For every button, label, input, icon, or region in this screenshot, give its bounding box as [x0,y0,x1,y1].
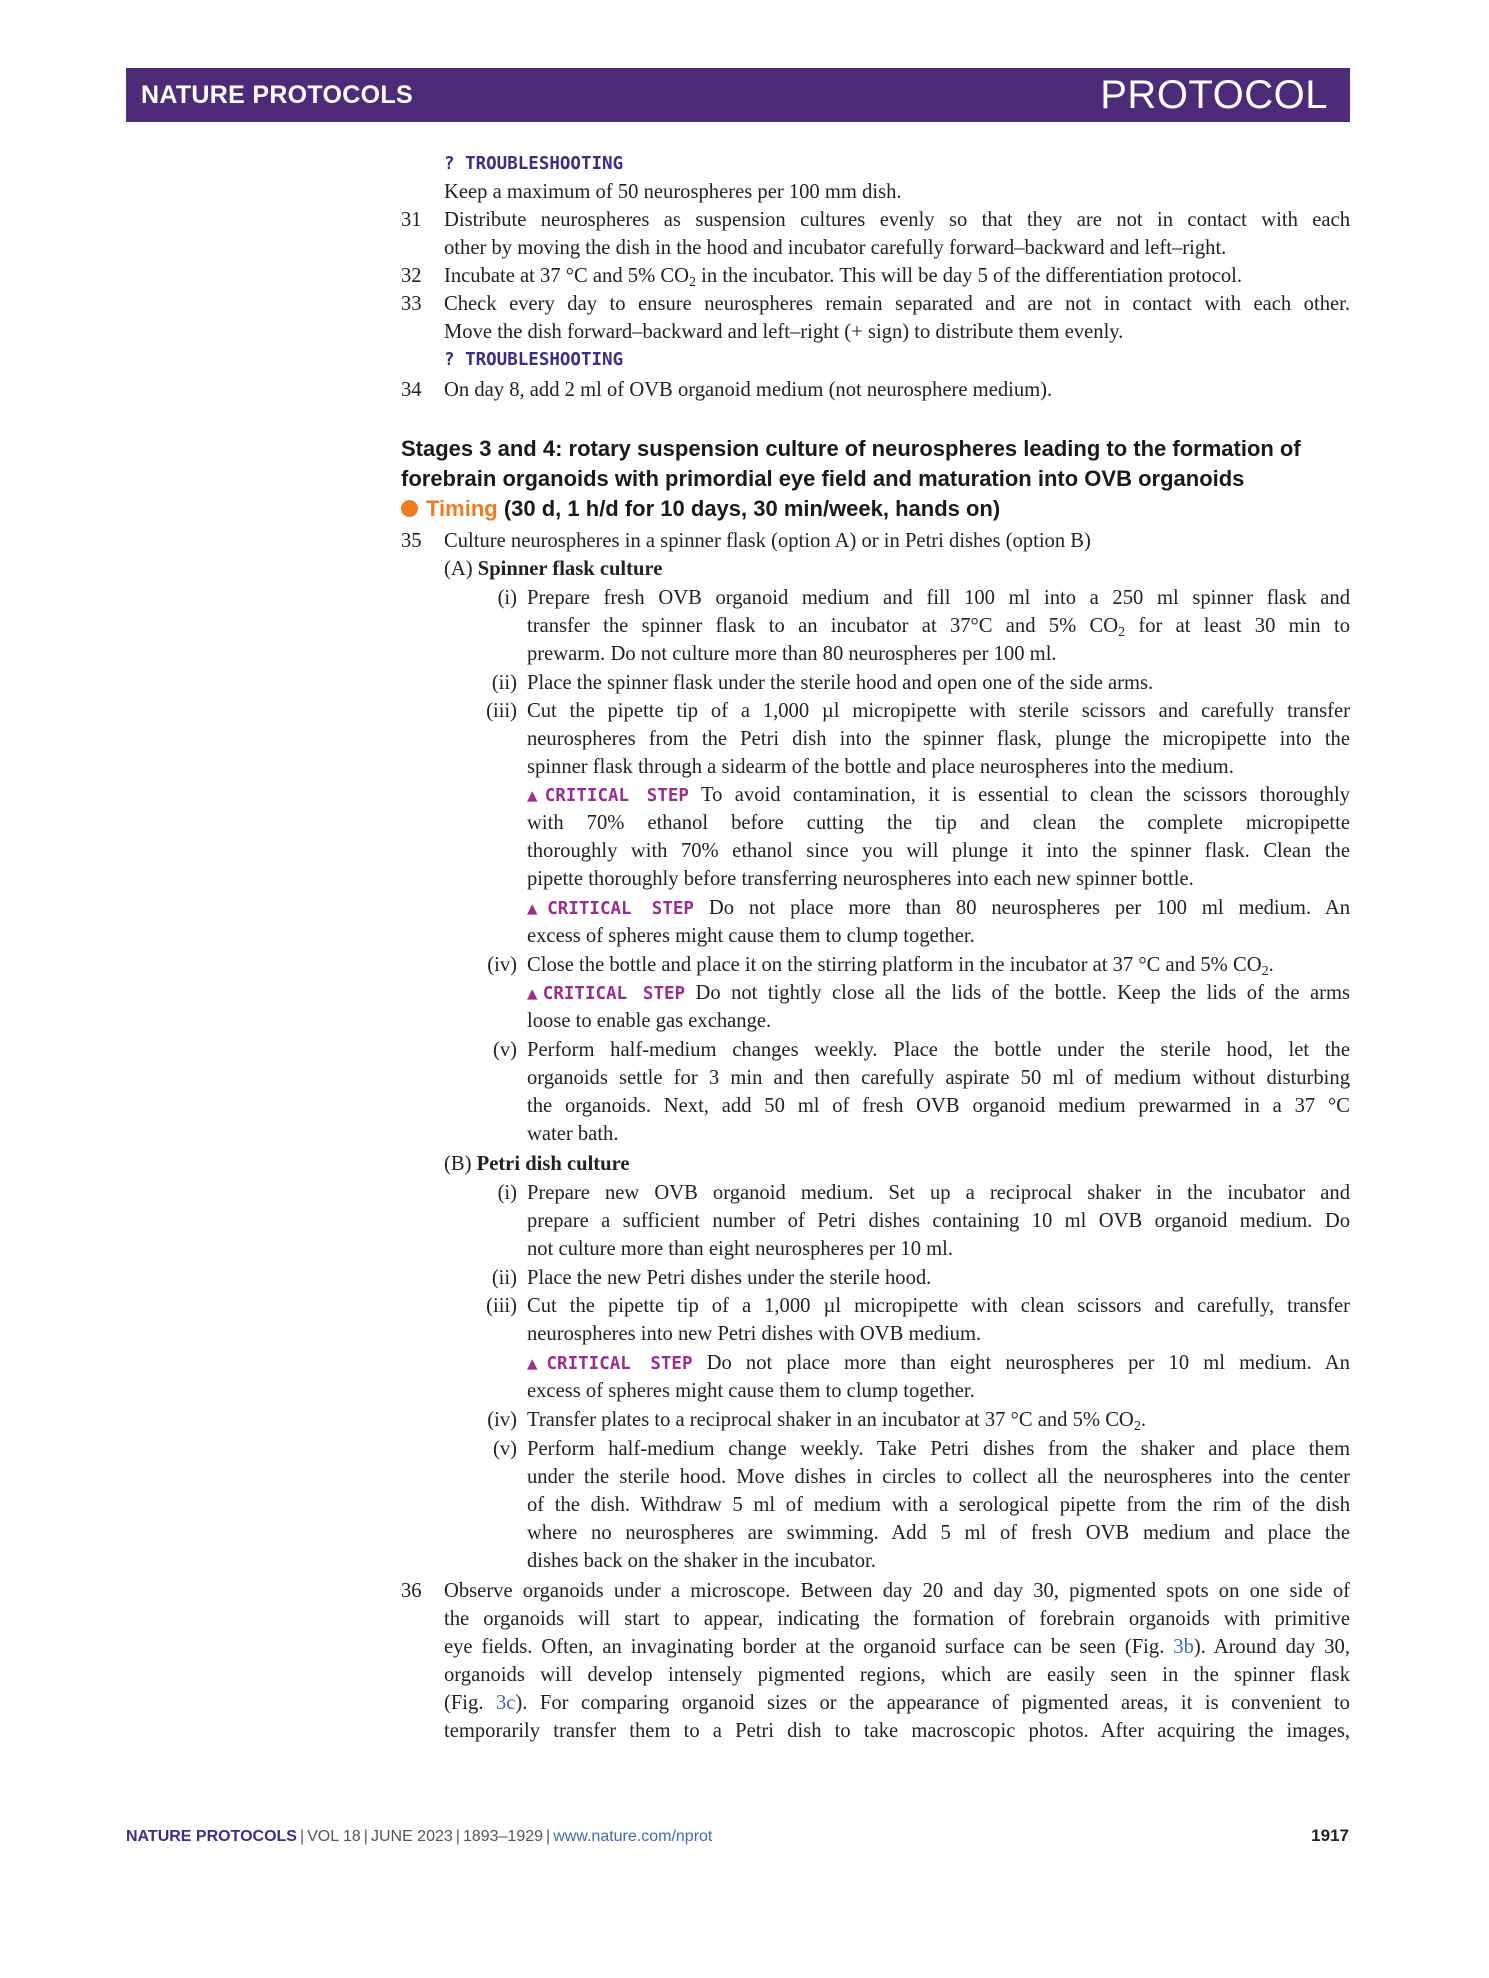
substep-label: (ii) [491,1267,517,1289]
text-line: Move the dish forward–backward and left–right (+ sign) to distribute them evenly. [444,321,1124,343]
timing-icon [401,500,418,517]
substep-label: (i) [497,1182,517,1204]
text-line: Close the bottle and place it on the stirring platform in the incubator at 37 °C and 5% $CO_2$. [527,954,1274,979]
step-number: 35 [401,530,422,552]
text-line: the organoids will start to appear, indicating the formation of forebrain organoids with primitive [444,1608,1350,1630]
step-number: 33 [401,293,422,315]
figure-link[interactable]: 3c [495,1692,516,1714]
text-line: with 70% ethanol before cutting the tip and clean the complete micropipette [527,812,1350,834]
text-line: neurospheres from the Petri dish into the spinner flask, plunge the micropipette into the [527,728,1350,750]
text-line: Culture neurospheres in a spinner flask (option A) or in Petri dishes (option B) [444,530,1091,552]
step-number: 31 [401,209,422,231]
text-line: prewarm. Do not culture more than 80 neurospheres per 100 ml. [527,643,1057,665]
substep-label: (iii) [486,1295,517,1317]
journal-name: NATURE PROTOCOLS [141,81,413,109]
step-number: 36 [401,1580,422,1602]
section-heading: forebrain organoids with primordial eye field and maturation into OVB organoids [401,466,1245,491]
text-line: excess of spheres might cause them to clump together. [527,1380,975,1402]
substep-label: (ii) [491,672,517,694]
footer-journal: NATURE PROTOCOLS [126,1828,297,1845]
text-line: water bath. [527,1123,619,1145]
text-line: prepare a sufficient number of Petri dishes containing 10 ml OVB organoid medium. Do [527,1210,1350,1232]
footer-date: JUNE 2023 [370,1828,453,1845]
text-line: under the sterile hood. Move dishes in circles to collect all the neurospheres into the center [527,1466,1350,1488]
footer-pages: 1893–1929 [462,1828,544,1845]
text-line: Keep a maximum of 50 neurospheres per 100 mm dish. [444,181,902,203]
text-line: On day 8, add 2 ml of OVB organoid medium (not neurosphere medium). [444,379,1053,401]
text-line: excess of spheres might cause them to clump together. [527,925,975,947]
critical-step: ▲CRITICAL STEP Do not place more than 80 neurospheres per 100 ml medium. An [527,897,1350,919]
section-heading: Stages 3 and 4: rotary suspension culture of neurospheres leading to the formation of [401,436,1301,461]
text-line: Cut the pipette tip of a 1,000 µl micropipette with sterile scissors and carefully transfer [527,700,1350,722]
page-footer: NATURE PROTOCOLS | VOL 18 | JUNE 2023 | 1893–1929 | www.nature.com/nprot [126,1828,713,1845]
journal-banner [126,68,1350,122]
article-type: PROTOCOL [1100,73,1328,117]
text-line: where no neurospheres are swimming. Add 5 ml of fresh OVB medium and place the [527,1522,1350,1544]
text-line: Prepare fresh OVB organoid medium and fill 100 ml into a 250 ml spinner flask and [527,587,1350,609]
text-line: of the dish. Withdraw 5 ml of medium with a serological pipette from the rim of the dish [527,1494,1350,1516]
text-line: Transfer plates to a reciprocal shaker in an incubator at 37 °C and 5% $CO_2$. [527,1409,1146,1434]
text-line: (Fig. 3c). For comparing organoid sizes or the appearance of pigmented areas, it is convenient to [444,1692,1350,1714]
critical-step: ▲CRITICAL STEP Do not place more than eight neurospheres per 10 ml medium. An [527,1352,1350,1374]
text-line: temporarily transfer them to a Petri dish to take macroscopic photos. After acquiring the images, [444,1720,1350,1742]
text-line: Prepare new OVB organoid medium. Set up a reciprocal shaker in the incubator and [527,1182,1350,1204]
text-line: other by moving the dish in the hood and incubator carefully forward–backward and left–right. [444,237,1227,259]
substep-label: (v) [492,1039,517,1061]
substep-label: (iv) [487,1409,517,1431]
troubleshooting-label[interactable]: ? TROUBLESHOOTING [444,350,624,370]
figure-link[interactable]: 3b [1173,1636,1194,1658]
text-line: Distribute neurospheres as suspension cultures evenly so that they are not in contact with each [444,209,1350,231]
substep-label: (i) [497,587,517,609]
text-line: dishes back on the shaker in the incubator. [527,1550,876,1572]
critical-step: ▲CRITICAL STEP To avoid contamination, it is essential to clean the scissors thoroughly [527,784,1350,806]
text-line: Observe organoids under a microscope. Between day 20 and day 30, pigmented spots on one side of [444,1580,1350,1602]
option-a-heading: (A) Spinner flask culture [444,558,663,580]
text-line: organoids will develop intensely pigmented regions, which are easily seen in the spinner flask [444,1664,1350,1686]
text-line: transfer the spinner flask to an incubator at 37°C and 5% $CO_2$ for at least 30 min to [527,615,1350,640]
footer-url[interactable]: www.nature.com/nprot [553,1828,713,1845]
text-line: Perform half-medium changes weekly. Place the bottle under the sterile hood, let the [527,1039,1350,1061]
text-line: Perform half-medium change weekly. Take Petri dishes from the shaker and place them [527,1438,1350,1460]
text-line: organoids settle for 3 min and then carefully aspirate 50 ml of medium without disturbing [527,1067,1350,1089]
text-line: loose to enable gas exchange. [527,1010,772,1032]
page-number: 1917 [1311,1826,1349,1845]
text-line: Place the new Petri dishes under the sterile hood. [527,1267,932,1289]
option-b-heading: (B) Petri dish culture [444,1153,630,1175]
text-line: thoroughly with 70% ethanol since you will plunge it into the spinner flask. Clean the [527,840,1350,862]
text-line: Place the spinner flask under the sterile hood and open one of the side arms. [527,672,1154,694]
text-line: not culture more than eight neurospheres per 10 ml. [527,1238,954,1260]
text-line: Incubate at 37 °C and 5% $CO_2$ in the incubator. This will be day 5 of the differentiation protocol. [444,265,1243,290]
step-number: 32 [401,265,422,287]
text-line: Check every day to ensure neurospheres remain separated and are not in contact with each other. [444,293,1350,315]
substep-label: (iv) [487,954,517,976]
substep-label: (iii) [486,700,517,722]
text-line: eye fields. Often, an invaginating border at the organoid surface can be seen (Fig. 3b). Around day 30, [444,1636,1350,1658]
critical-step: ▲CRITICAL STEP Do not tightly close all the lids of the bottle. Keep the lids of the arms [527,982,1350,1004]
step-number: 34 [401,379,422,401]
text-line: neurospheres into new Petri dishes with OVB medium. [527,1323,982,1345]
substep-label: (v) [492,1438,517,1460]
text-line: spinner flask through a sidearm of the bottle and place neurospheres into the medium. [527,756,1234,778]
text-line: Cut the pipette tip of a 1,000 µl micropipette with clean scissors and carefully, transfer [527,1295,1350,1317]
timing-line: Timing (30 d, 1 h/d for 10 days, 30 min/week, hands on) [401,494,1000,524]
troubleshooting-label[interactable]: ? TROUBLESHOOTING [444,154,624,174]
text-line: pipette thoroughly before transferring neurospheres into each new spinner bottle. [527,868,1194,890]
footer-volume: VOL 18 [307,1828,361,1845]
text-line: the organoids. Next, add 50 ml of fresh OVB organoid medium prewarmed in a 37 °C [527,1095,1350,1117]
